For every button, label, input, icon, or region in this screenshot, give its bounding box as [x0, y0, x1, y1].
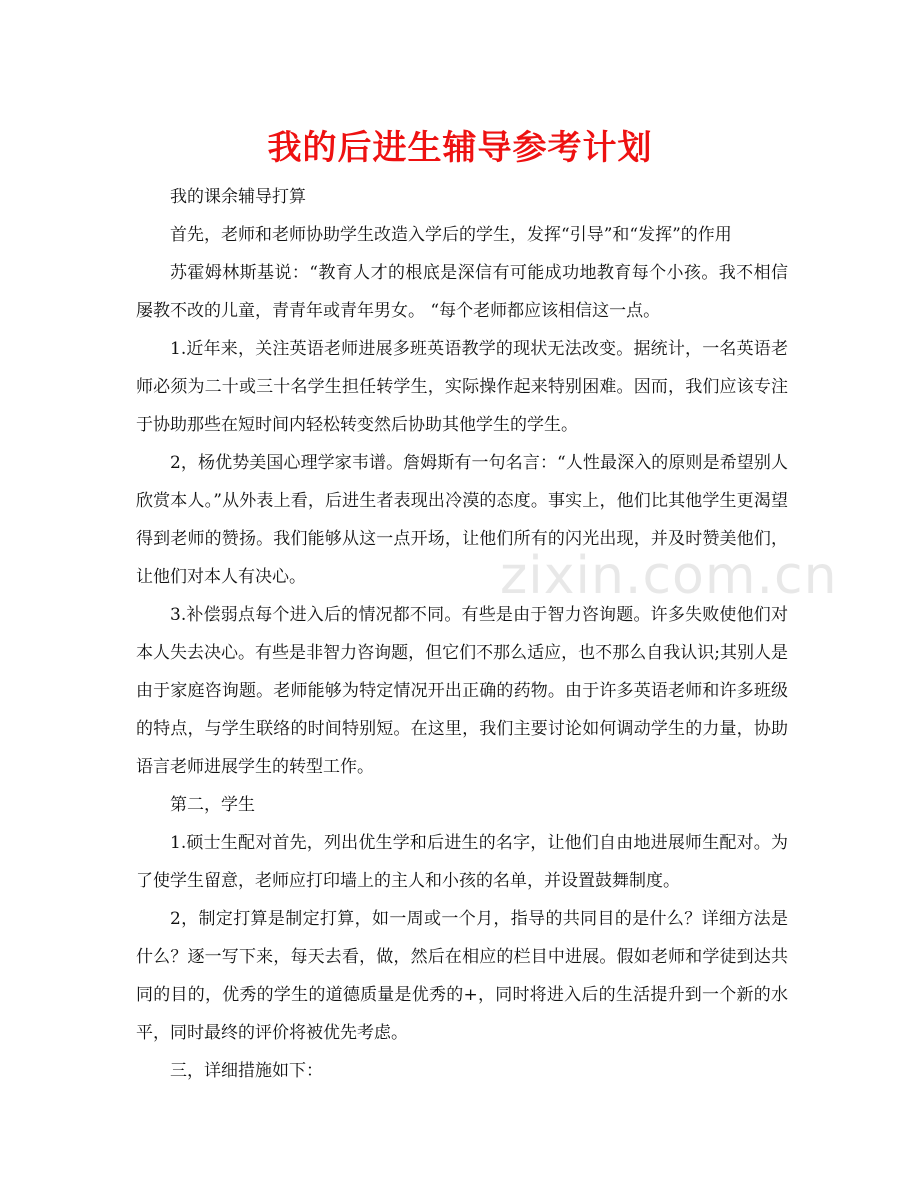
- paragraph-9: 2，制定打算是制定打算，如一周或一个月，指导的共同目的是什么？详细方法是什么？逐一写下来，每天去看，做，然后在相应的栏目中进展。假如老师和学徒到达共同的目的，优秀的学生的道德质量是优秀的+，同时将进入后的生活提升到一个新的水平，同时最终的评价将被优先考虑。: [136, 909, 788, 1043]
- paragraph-2: 首先，老师和老师协助学生改造入学后的学生，发挥“引导”和“发挥”的作用: [170, 225, 732, 245]
- document-title: 我的后进生辅导参考计划: [267, 128, 653, 168]
- paragraph-10: 三，详细措施如下：: [170, 1061, 323, 1081]
- paragraph-4: 1.近年来，关注英语老师进展多班英语教学的现状无法改变。据统计，一名英语老师必须为二十或三十名学生担任转学生，实际操作起来特别困难。因而，我们应该专注于协助那些在短时间内轻松转变然后协助其他学生的学生。: [136, 339, 788, 435]
- document-body: [136, 178, 788, 1090]
- watermark-text: zixin.com.cn: [500, 546, 838, 606]
- paragraph-5: 2，杨优势美国心理学家韦谱。詹姆斯有一句名言：“人性最深入的原则是希望别人欣赏本人。”从外表上看，后进生者表现出冷漠的态度。事实上，他们比其他学生更渴望得到老师的赞扬。我们能够从这一点开场，让他们所有的闪光出现，并及时赞美他们，让他们对本人有决心。: [136, 453, 788, 587]
- paragraph-3: 苏霍姆林斯基说：“教育人才的根底是深信有可能成功地教育每个小孩。我不相信屡教不改的儿童，青青年或青年男女。 “每个老师都应该相信这一点。: [136, 263, 788, 321]
- paragraph-6: 3.补偿弱点每个进入后的情况都不同。有些是由于智力咨询题。许多失败使他们对本人失去决心。有些是非智力咨询题，但它们不那么适应，也不那么自我认识;其别人是由于家庭咨询题。老师能够为特定情况开出正确的药物。由于许多英语老师和许多班级的特点，与学生联络的时间特别短。在这里，我们主要讨论如何调动学生的力量，协助语言老师进展学生的转型工作。: [136, 605, 788, 777]
- paragraph-8: 1.硕士生配对首先，列出优生学和后进生的名字，让他们自由地进展师生配对。为了使学生留意，老师应打印墙上的主人和小孩的名单，并设置鼓舞制度。: [136, 833, 788, 891]
- paragraph-7: 第二，学生: [170, 795, 255, 815]
- paragraph-1: 我的课余辅导打算: [170, 187, 306, 207]
